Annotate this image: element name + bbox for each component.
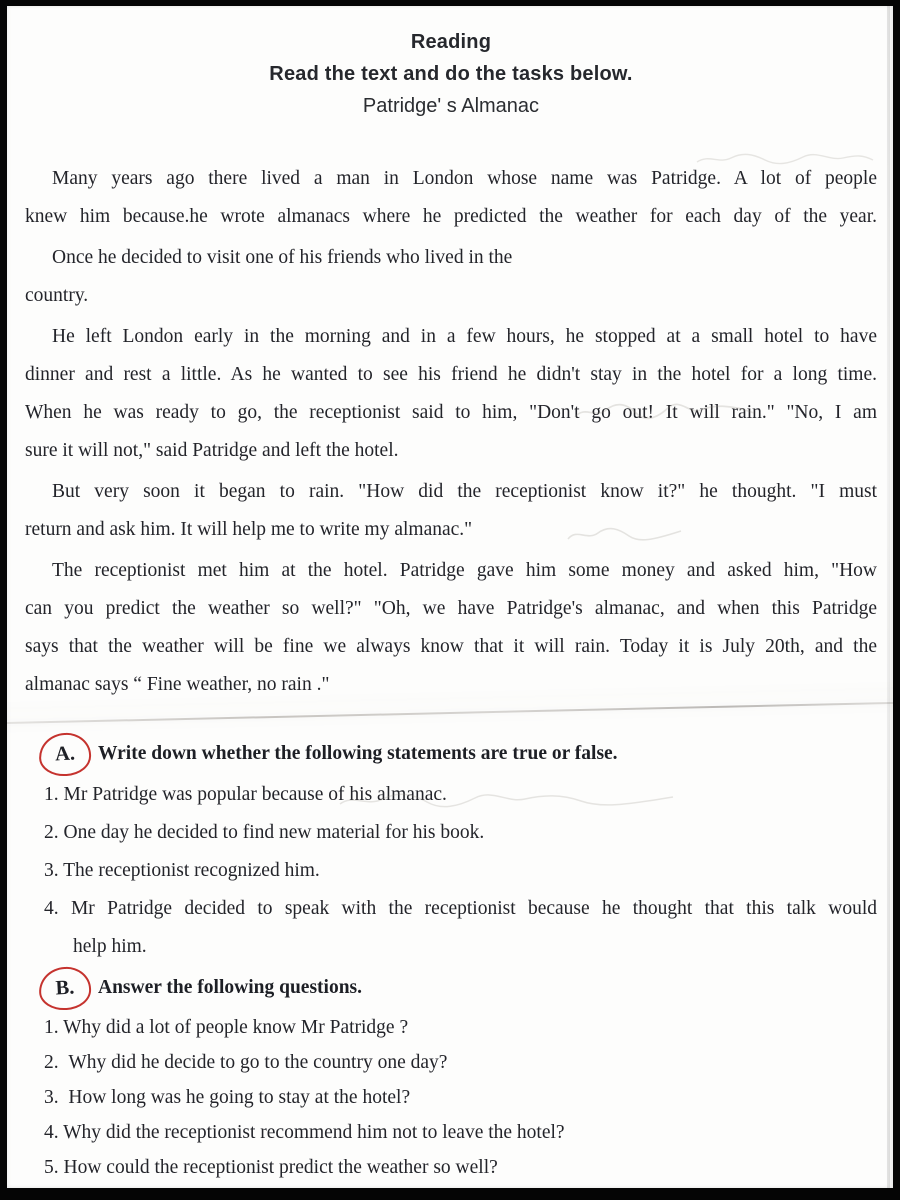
story-line: knew him because.he wrote almanacs where he predicted the weather for each day of the year.: [25, 206, 877, 227]
reading-passage: [25, 160, 877, 704]
document-header: [25, 26, 877, 122]
story-paragraph: [25, 318, 877, 470]
story-line: sure it will not," said Patridge and left the hotel.: [25, 440, 399, 461]
page-subtitle: Read the text and do the tasks below.: [269, 63, 633, 85]
story-line: Once he decided to visit one of his friends who lived in the: [52, 247, 513, 268]
task-a-letter: A.: [54, 741, 76, 766]
task-a-item-continuation: help him.: [73, 936, 147, 957]
task-b-items: [25, 1010, 877, 1185]
task-b-letter: B.: [55, 976, 75, 999]
reading-text-title: Patridge' s Almanac: [362, 95, 540, 117]
task-b-item: 1. Why did a lot of people know Mr Patridge ?: [44, 1017, 409, 1038]
task-a-items: [25, 776, 877, 966]
task-b-item: 2. Why did he decide to go to the country one day?: [44, 1052, 448, 1073]
story-line: dinner and rest a little. As he wanted to see his friend he didn't stay in the hotel for a long time.: [25, 364, 877, 385]
story-line: can you predict the weather so well?" "Oh, we have Patridge's almanac, and when this Patridge: [25, 598, 877, 619]
task-b-item: 5. How could the receptionist predict the weather so well?: [44, 1157, 498, 1178]
task-a-item: 4. Mr Patridge decided to speak with the receptionist because he thought that this talk would: [44, 898, 877, 919]
task-b-section: [25, 966, 877, 1185]
task-b-heading: [25, 966, 877, 1010]
task-a-section: [25, 732, 877, 966]
scanned-page: [7, 6, 893, 1188]
story-line: The receptionist met him at the hotel. Patridge gave him some money and asked him, "How: [52, 560, 877, 581]
story-paragraph: [25, 473, 877, 549]
task-a-instruction: Write down whether the following statements are true or false.: [98, 743, 618, 764]
task-a-item: 2. One day he decided to find new material for his book.: [44, 822, 485, 843]
story-line: When he was ready to go, the receptionist said to him, "Don't go out! It will rain." "No, I am: [25, 402, 877, 423]
story-line: country.: [25, 285, 89, 306]
story-line: Many years ago there lived a man in London whose name was Patridge. A lot of people: [52, 168, 877, 189]
story-line: return and ask him. It will help me to write my almanac.": [25, 519, 473, 540]
task-a-item: 1. Mr Patridge was popular because of his almanac.: [44, 784, 447, 805]
story-paragraph: [25, 160, 877, 236]
task-a-item: 3. The receptionist recognized him.: [44, 860, 320, 881]
page-title: Reading: [410, 31, 492, 53]
page-content: [7, 6, 893, 1185]
story-paragraph: [25, 552, 877, 704]
story-line: But very soon it began to rain. "How did the receptionist know it?" he thought. "I must: [52, 481, 877, 502]
task-a-letter-red-circle: [38, 731, 92, 777]
story-line: says that the weather will be fine we always know that it will rain. Today it is July 20th, and the: [25, 636, 877, 657]
task-a-heading: [25, 732, 877, 776]
story-paragraph: [25, 239, 877, 315]
story-line: almanac says “ Fine weather, no rain .": [25, 674, 330, 695]
task-b-instruction: Answer the following questions.: [98, 977, 363, 998]
task-b-item: 3. How long was he going to stay at the hotel?: [44, 1087, 411, 1108]
task-b-letter-red-circle: [38, 965, 92, 1011]
task-b-item: 4. Why did the receptionist recommend him not to leave the hotel?: [44, 1122, 565, 1143]
story-line: He left London early in the morning and in a few hours, he stopped at a small hotel to have: [52, 326, 877, 347]
